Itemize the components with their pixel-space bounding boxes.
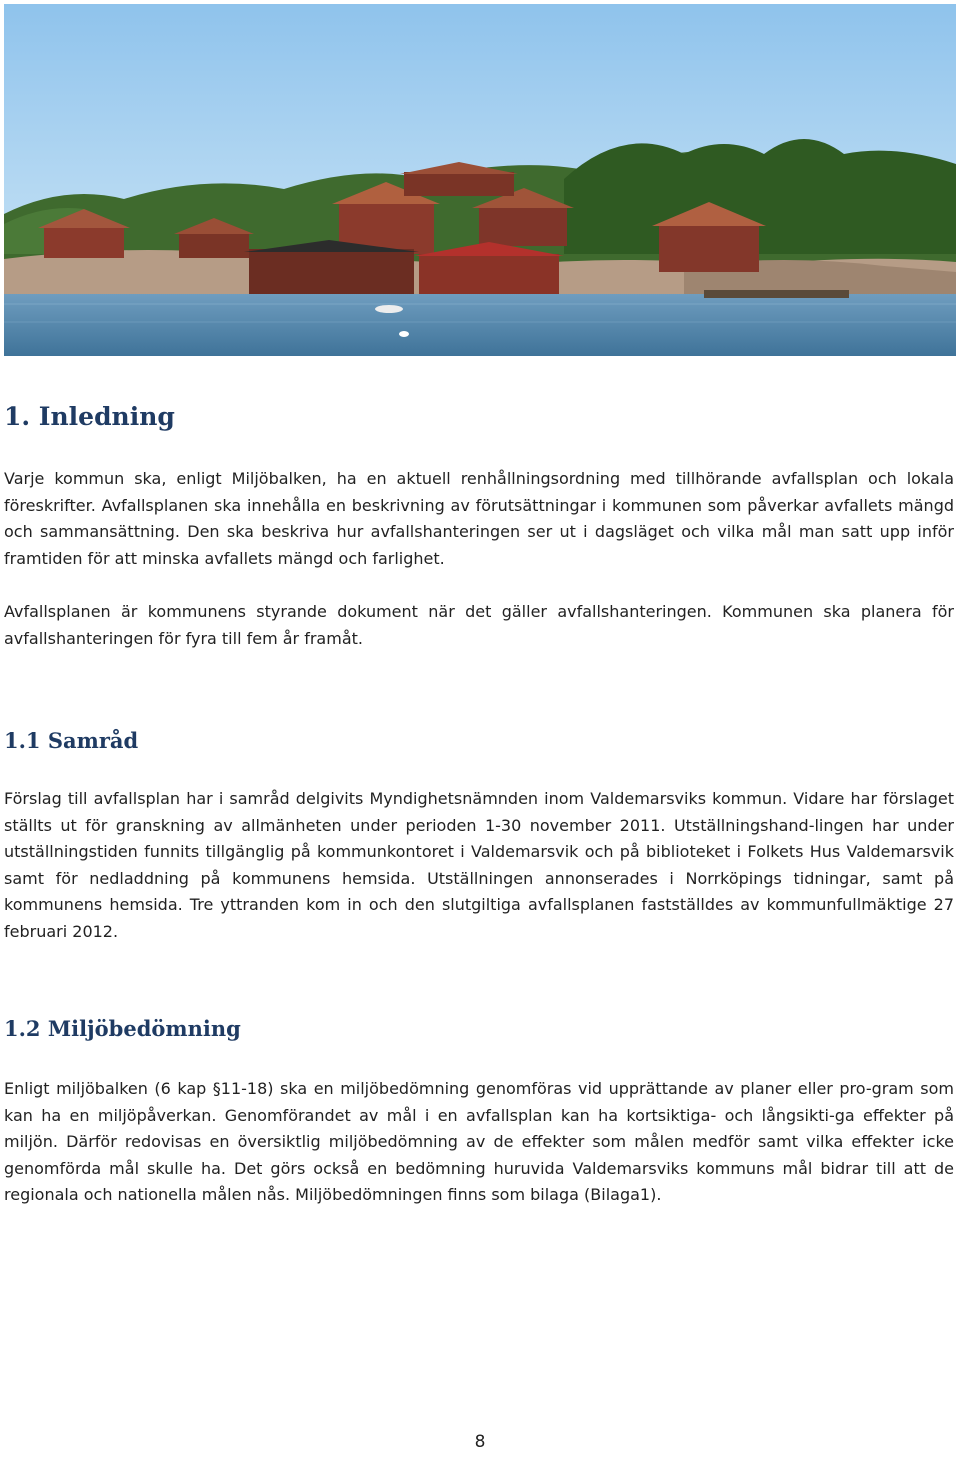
page-number: 8 — [474, 1432, 486, 1452]
section-heading-inledning: 1. Inledning — [4, 402, 175, 431]
intro-paragraph-2: Avfallsplanen är kommunens styrande dokument när det gäller avfallshanteringen. Kommunen ska planera för avfallshanteringen för fyra till fem år framåt. — [4, 602, 954, 648]
miljo-paragraph: Enligt miljöbalken (6 kap §11-18) ska en miljöbedömning genomföras vid upprättande av planer eller pro-gram som kan ha en miljöpåverkan. Genomförandet av mål i en avfallsplan kan ha kortsiktiga- och långsikti-ga effekter på miljön. Därför redovisas en översiktlig miljöbedömning av de effekter som målen medför samt vilka effekter icke genomförda mål skulle ha. Det görs också en bedömning huruvida Valdemarsviks kommuns mål bidrar till att de regionala och nationella målen nås. Miljöbedömningen finns som bilaga (Bilaga1). — [4, 1079, 954, 1204]
section-heading-miljobedomning: 1.2 Miljöbedömning — [4, 1016, 241, 1041]
section-heading-samrad: 1.1 Samråd — [4, 728, 139, 753]
archipelago-photo — [4, 4, 956, 356]
samrad-paragraph: Förslag till avfallsplan har i samråd delgivits Myndighetsnämnden inom Valdemarsviks kommun. Vidare har förslaget ställts ut för granskning av allmänheten under perioden 1-30 november 2011. Utställningshand-lingen har under utställningstiden funnits tillgänglig på kommunkontoret i Valdemarsvik och på biblioteket i Folkets Hus Valdemarsvik samt för nedladdning på kommunens hemsida. Utställningen annonserades i Norrköpings tidningar, samt på kommunens hemsida. Tre yttranden kom in och den slutgiltiga avfallsplanen fastställdes av kommunfullmäktige 27 februari 2012. — [4, 789, 954, 941]
intro-paragraph-1: Varje kommun ska, enligt Miljöbalken, ha en aktuell renhållningsordning med tillhörande avfallsplan och lokala föreskrifter. Avfallsplanen ska innehålla en beskrivning av förutsättningar i kommunen som påverkar avfallets mängd och sammansättning. Den ska beskriva hur avfallshanteringen ser ut i dagsläget och vilka mål man satt upp inför framtiden för att minska avfallets mängd och farlighet. — [4, 469, 954, 568]
